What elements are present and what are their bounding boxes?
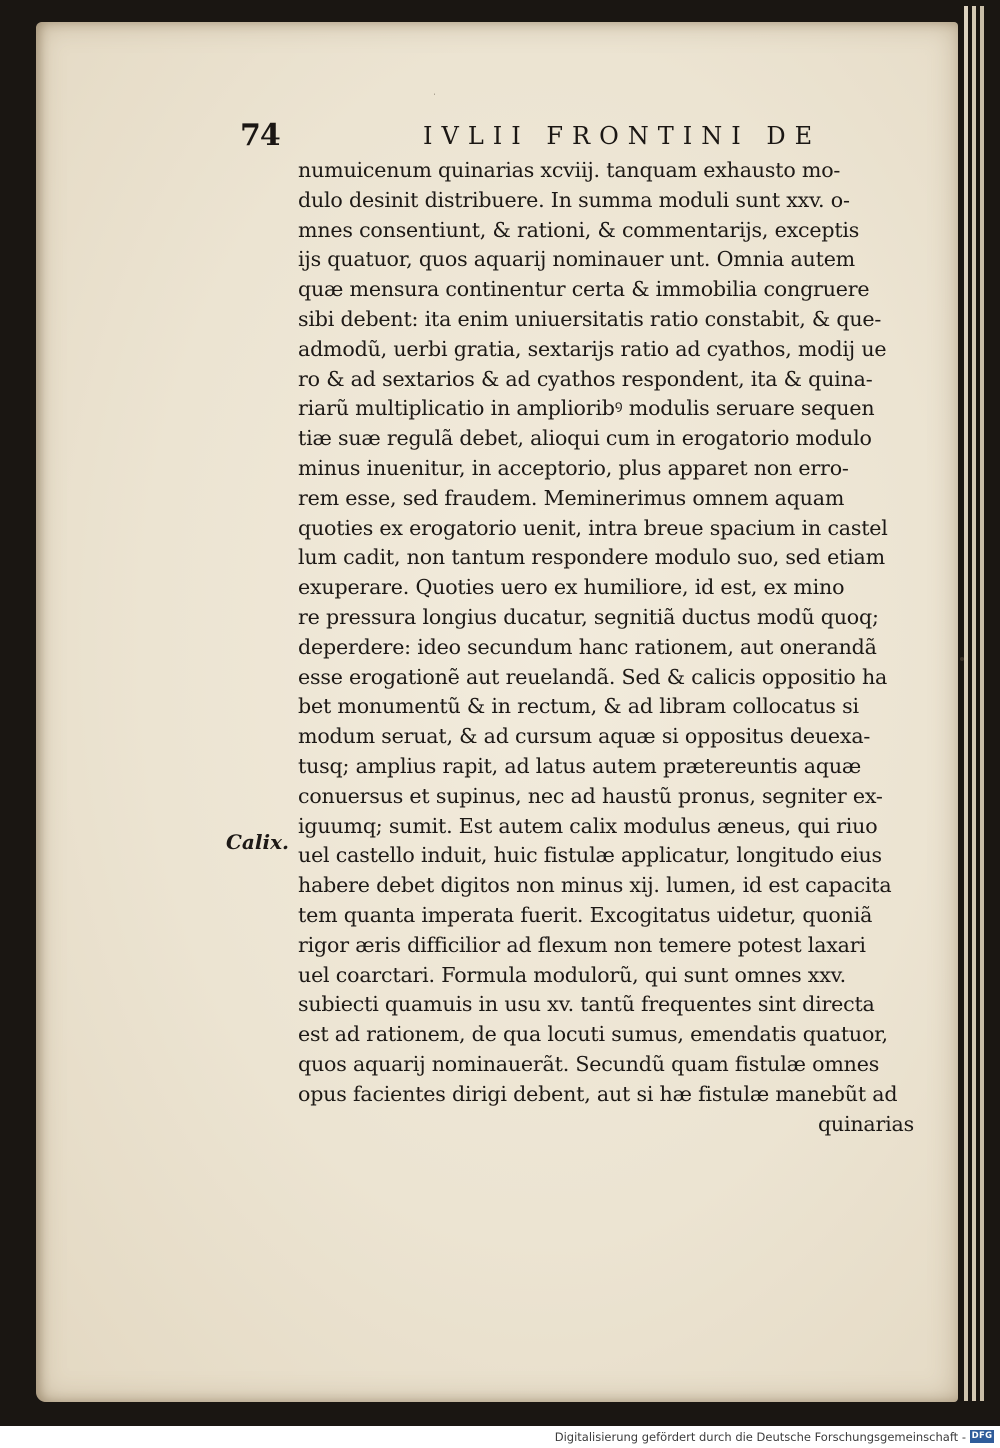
text-line: lum cadit, non tantum respondere modulo suo, sed etiam bbox=[298, 545, 885, 570]
page-edge bbox=[972, 6, 976, 1401]
ink-speck bbox=[960, 657, 964, 661]
text-line: deperdere: ideo secundum hanc rationem, aut onerandã bbox=[298, 634, 877, 659]
text-line: habere debet digitos non minus xij. lumen, id est capacita bbox=[298, 873, 892, 898]
text-line: exuperare. Quoties uero ex humiliore, id est, ex mino bbox=[298, 575, 845, 600]
text-line: quoties ex erogatorio uenit, intra breue spacium in castel bbox=[298, 515, 888, 540]
text-line: tiæ suæ regulã debet, alioqui cum in erogatorio modulo bbox=[298, 426, 872, 451]
margin-note: Calix. bbox=[226, 830, 289, 854]
text-line: mnes consentiunt, & rationi, & commentarijs, exceptis bbox=[298, 217, 860, 242]
text-line: admodũ, uerbi gratia, sextarijs ratio ad cyathos, modij ue bbox=[298, 336, 887, 361]
text-line: subiecti quamuis in usu xv. tantũ frequentes sint directa bbox=[298, 992, 875, 1017]
text-line: modum seruat, & ad cursum aquæ si oppositus deuexa- bbox=[298, 724, 871, 749]
page-edge bbox=[980, 6, 984, 1401]
text-line: riarũ multiplicatio in amplioribꝰ modulis seruare sequen bbox=[298, 396, 875, 421]
text-line: bet monumentũ & in rectum, & ad libram collocatus si bbox=[298, 694, 859, 719]
text-line: iguumq; sumit. Est autem calix modulus æneus, qui riuo bbox=[298, 813, 878, 838]
text-line: minus inuenitur, in acceptorio, plus apparet non erro- bbox=[298, 455, 849, 480]
text-line: quos aquarij nominauerãt. Secundũ quam fistulæ omnes bbox=[298, 1051, 880, 1076]
text-line: uel coarctari. Formula modulorũ, qui sunt omnes xxv. bbox=[298, 962, 846, 987]
page-header bbox=[240, 118, 822, 154]
body-text bbox=[298, 156, 928, 1139]
text-line: tusq; amplius rapit, ad latus autem prætereuntis aquæ bbox=[298, 753, 862, 778]
catchword: quinarias bbox=[817, 1111, 914, 1136]
text-line: conuersus et supinus, nec ad haustũ pronus, segniter ex- bbox=[298, 783, 883, 808]
running-head: IVLII FRONTINI DE bbox=[423, 122, 822, 150]
text-line: tem quanta imperata fuerit. Excogitatus uidetur, quoniã bbox=[298, 902, 873, 927]
page-number: 74 bbox=[240, 118, 280, 153]
text-line: esse erogationẽ aut reuelandã. Sed & calicis oppositio ha bbox=[298, 664, 888, 689]
text-line: re pressura longius ducatur, segnitiã ductus modũ quoq; bbox=[298, 604, 879, 629]
digitization-footer bbox=[0, 1426, 1000, 1448]
text-line: dulo desinit distribuere. In summa moduli sunt xxv. o- bbox=[298, 187, 850, 212]
text-line: sibi debent: ita enim uniuersitatis ratio constabit, & que- bbox=[298, 306, 882, 331]
text-line: numuicenum quinarias xcviij. tanquam exhausto mo- bbox=[298, 158, 841, 182]
text-line: ijs quatuor, quos aquarij nominauer unt. Omnia autem bbox=[298, 247, 856, 272]
ink-smudge: ˈ bbox=[433, 92, 436, 102]
dfg-logo-icon: DFG bbox=[971, 1431, 993, 1441]
footer-credit: Digitalisierung gefördert durch die Deutsche Forschungsgemeinschaft - bbox=[554, 1430, 966, 1444]
text-line: quæ mensura continentur certa & immobilia congruere bbox=[298, 277, 870, 302]
text-line: uel castello induit, huic fistulæ applicatur, longitudo eius bbox=[298, 843, 882, 868]
text-line: rem esse, sed fraudem. Meminerimus omnem aquam bbox=[298, 485, 845, 510]
text-line: est ad rationem, de qua locuti sumus, emendatis quatuor, bbox=[298, 1022, 888, 1047]
text-line: rigor æris difficilior ad flexum non temere potest laxari bbox=[298, 932, 866, 957]
text-line: opus facientes dirigi debent, aut si hæ fistulæ manebũt ad bbox=[298, 1081, 898, 1106]
page-edge bbox=[964, 6, 968, 1401]
text-line: ro & ad sextarios & ad cyathos respondent, ita & quina- bbox=[298, 366, 873, 391]
